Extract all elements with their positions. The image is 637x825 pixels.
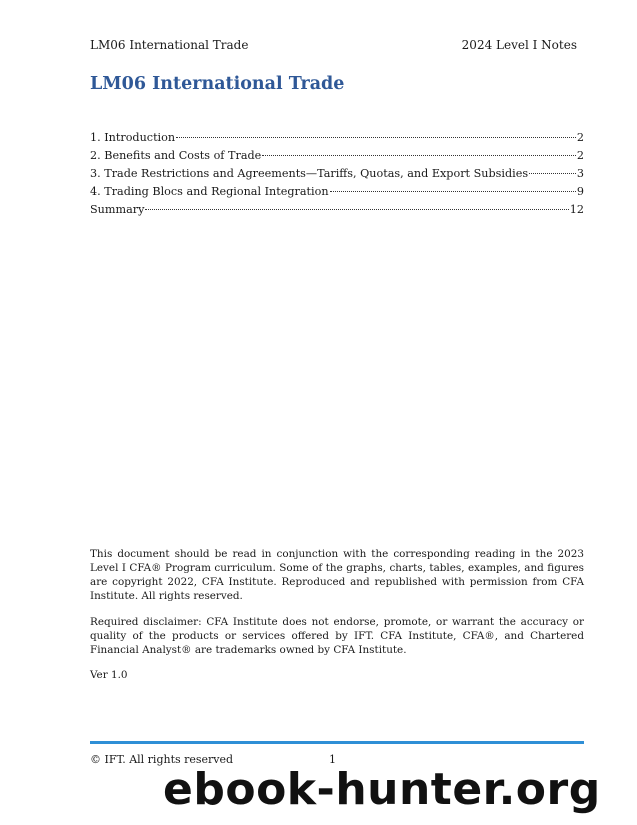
table-of-contents [90,131,584,221]
toc-entry-page: 2 [576,131,584,144]
toc-entry-page: 12 [569,203,584,216]
copyright-notice: This document should be read in conjunction with the corresponding reading in the 2023 Level I CFA® Program curriculum. Some of the graphs, charts, tables, examples, and figures are copyright 2022, CFA Institute. Reproduced and republished with permission from CFA Institute. All rights reserved. [90,548,584,602]
page-number: 1 [329,753,336,766]
toc-entry-trading-blocs[interactable] [90,185,584,203]
running-header-right: 2024 Level I Notes [461,38,577,52]
footer-copyright: © IFT. All rights reserved [90,753,234,766]
toc-entry-page: 3 [576,167,584,180]
version-label: Ver 1.0 [90,669,128,681]
footer-rule [90,741,584,744]
toc-entry-label: 2. Benefits and Costs of Trade [90,149,262,162]
watermark: ebook-hunter.org [163,764,601,815]
toc-dot-leader [176,137,576,138]
toc-entry-label: 4. Trading Blocs and Regional Integration [90,185,329,198]
document-title: LM06 International Trade [90,74,345,94]
toc-dot-leader [145,209,568,210]
toc-entry-page: 2 [576,149,584,162]
toc-entry-introduction[interactable] [90,131,584,149]
toc-entry-label: 1. Introduction [90,131,176,144]
required-disclaimer: Required disclaimer: CFA Institute does not endorse, promote, or warrant the accuracy or quality of the products or services offered by IFT. CFA Institute, CFA®, and Chartered Financial Analyst® are trademarks owned by CFA Institute. [90,616,584,656]
toc-entry-page: 9 [576,185,584,198]
toc-dot-leader [330,191,576,192]
toc-entry-summary[interactable] [90,203,584,221]
toc-entry-trade-restrictions[interactable] [90,167,584,185]
toc-dot-leader [529,173,576,174]
toc-entry-label: Summary [90,203,145,216]
toc-dot-leader [262,155,576,156]
running-header-left: LM06 International Trade [90,38,249,52]
toc-entry-benefits-costs[interactable] [90,149,584,167]
toc-entry-label: 3. Trade Restrictions and Agreements—Tariffs, Quotas, and Export Subsidies [90,167,529,180]
